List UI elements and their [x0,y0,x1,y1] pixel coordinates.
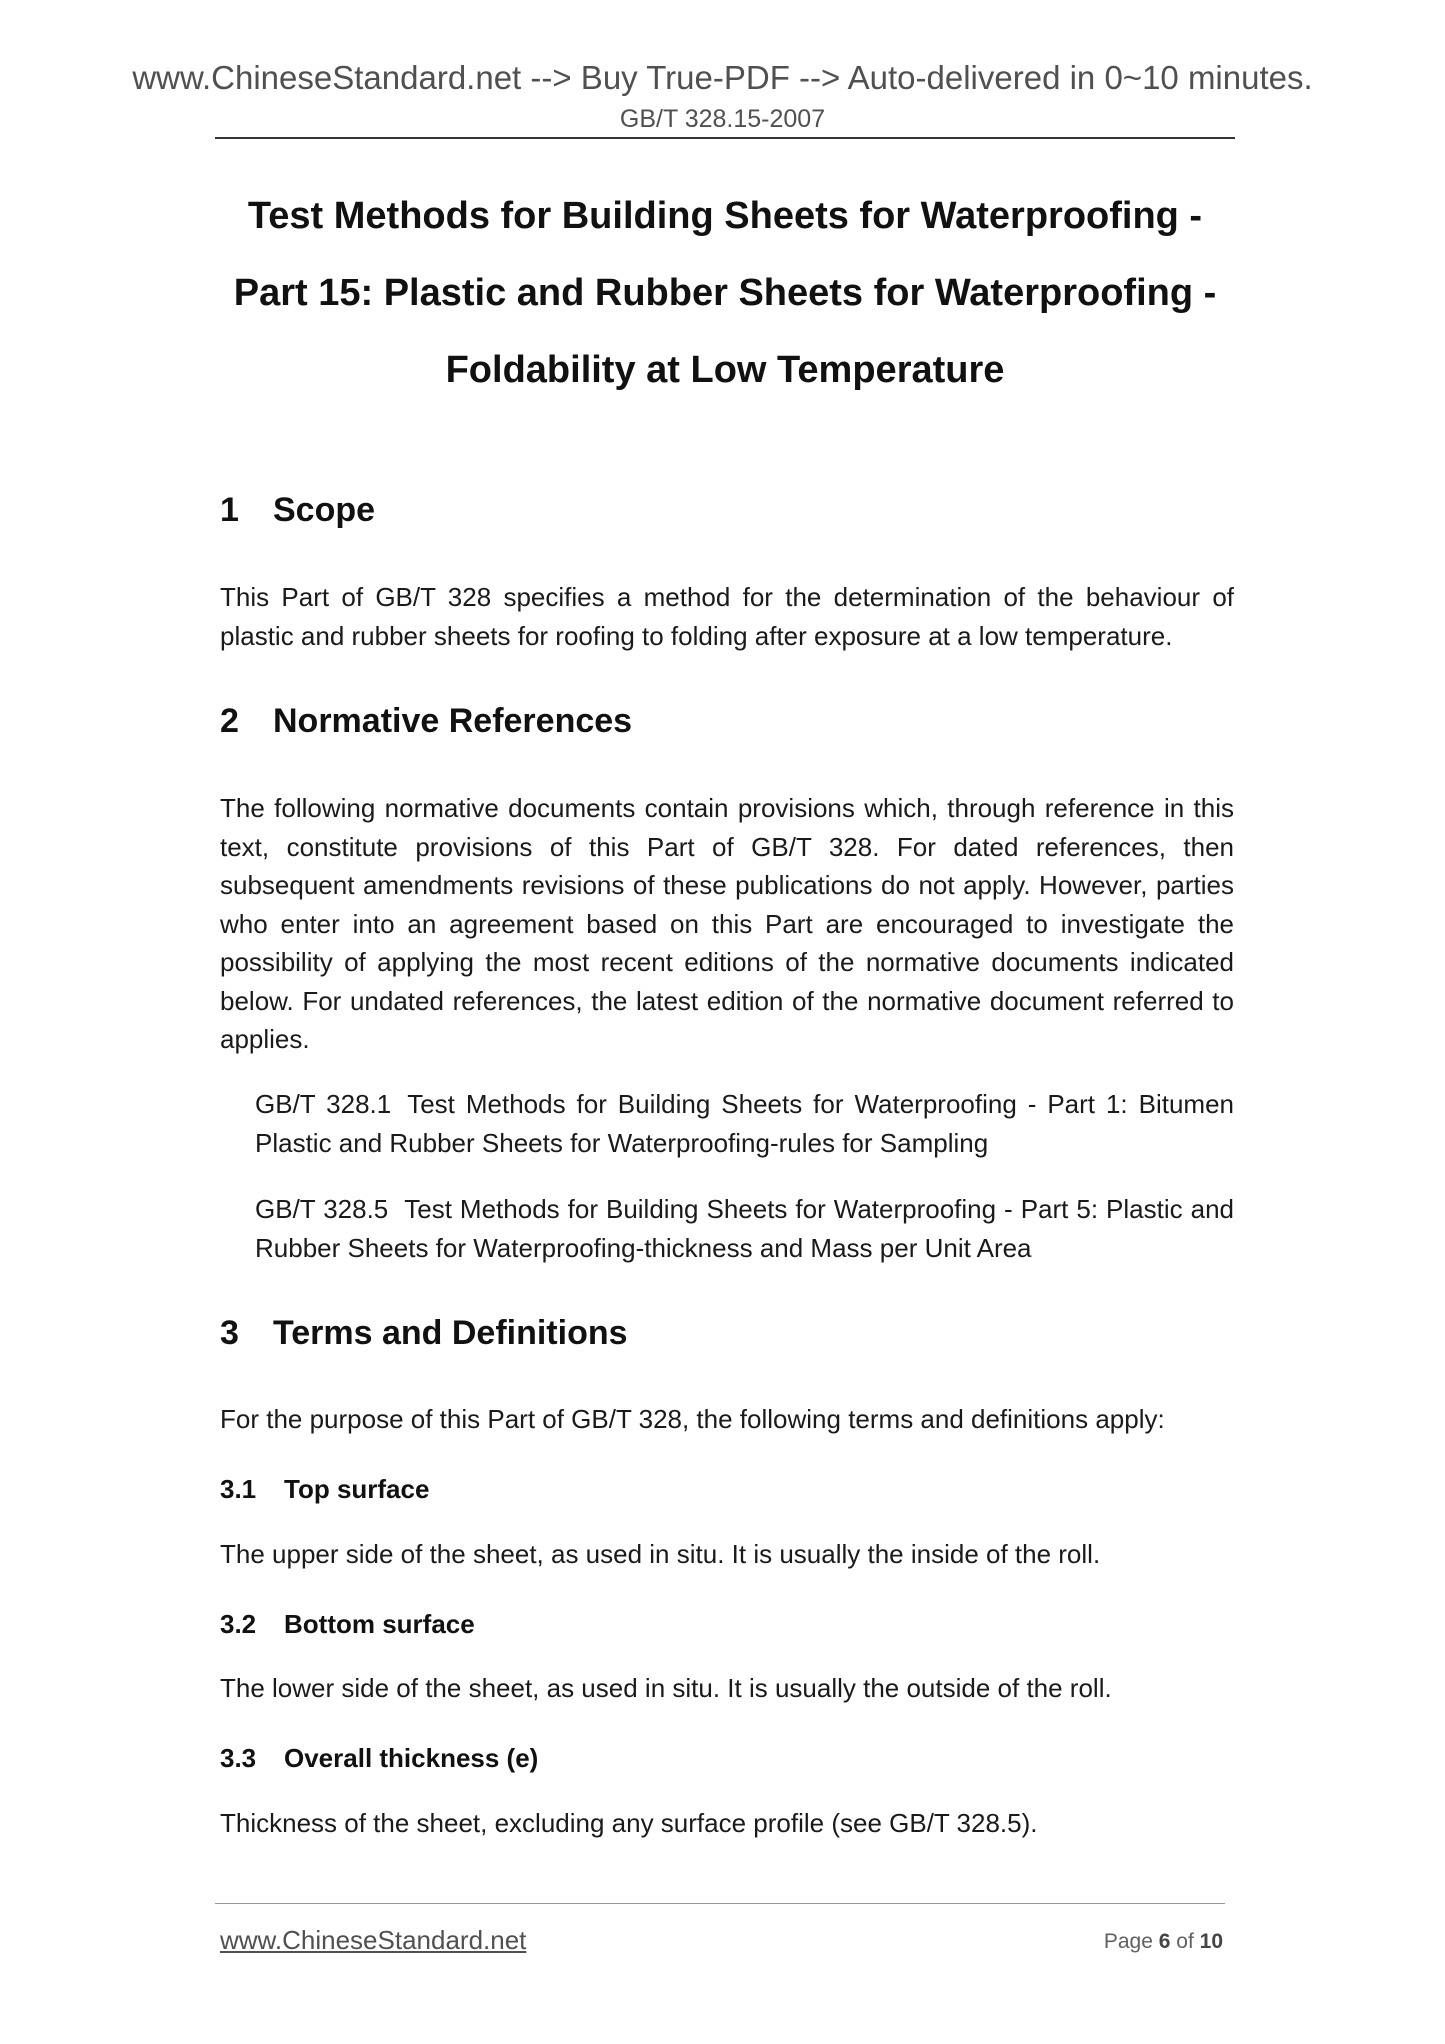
reference-title: Test Methods for Building Sheets for Waterproofing - Part 5: Plastic and Rubber Sheets for Waterproofing-thickness and Mass per Unit Area [255,1194,1234,1263]
section-title: Terms and Definitions [273,1314,628,1352]
subsection-title: Bottom surface [284,1609,475,1639]
doc-number: GB/T 328.15-2007 [619,105,826,133]
reference-code: GB/T 328.5 [255,1194,389,1224]
subsection-number: 3.2 [220,1609,257,1639]
reference-item [255,1085,1234,1162]
subsection-title: Overall thickness (e) [284,1743,539,1773]
page-total: 10 [1199,1930,1223,1953]
reference-title: Test Methods for Building Sheets for Waterproofing - Part 1: Bitumen Plastic and Rubber Sheets for Waterproofing-rules for Sampling [255,1089,1234,1158]
reference-code: GB/T 328.1 [255,1089,392,1119]
reference-item [255,1190,1234,1267]
page-indicator [1104,1929,1223,1955]
overall-thickness-definition: Thickness of the sheet, excluding any surface profile (see GB/T 328.5). [220,1808,1038,1838]
subsection-heading-overall-thickness [220,1742,538,1774]
title-line-2: Part 15: Plastic and Rubber Sheets for Waterproofing - [233,272,1217,314]
page-label: Page [1103,1930,1153,1953]
bottom-surface-definition: The lower side of the sheet, as used in situ. It is usually the outside of the roll. [220,1673,1112,1703]
subsection-title: Top surface [284,1474,430,1504]
section-number: 1 [220,491,239,529]
terms-intro-paragraph: For the purpose of this Part of GB/T 328, the following terms and definitions apply: [220,1404,1165,1434]
section-heading-scope [220,490,375,530]
page-of-label: of [1176,1930,1194,1953]
section-heading-terms [220,1313,628,1353]
subsection-number: 3.3 [220,1743,257,1773]
section-heading-normative-references [220,701,632,741]
page-current: 6 [1158,1930,1171,1953]
footer-divider [215,1903,1225,1904]
normative-paragraph: The following normative documents contain provisions which, through reference in this text, constitute provisions of this Part of GB/T 328. For dated references, then subsequent amendments revisions of these publications do not apply. However, parties who enter into an agreement based on this Part are encouraged to investigate the possibility of applying the most recent editions of the normative documents indicated below. For undated references, the latest edition of the normative document referred to applies. [220,793,1234,1054]
header-banner: www.ChineseStandard.net --> Buy True-PDF --> Auto-delivered in 0~10 minutes. [132,59,1313,96]
section-number: 2 [220,702,239,740]
document-title [200,178,1250,409]
scope-paragraph: This Part of GB/T 328 specifies a method for the determination of the behaviour of plastic and rubber sheets for roofing to folding after exposure at a low temperature. [220,582,1234,651]
title-line-3: Foldability at Low Temperature [445,349,1005,391]
title-line-1: Test Methods for Building Sheets for Waterproofing - [247,195,1203,237]
subsection-number: 3.1 [220,1474,257,1504]
subsection-heading-bottom-surface [220,1608,475,1640]
section-title: Scope [273,491,376,529]
section-title: Normative References [273,702,633,740]
subsection-heading-top-surface [220,1473,429,1505]
header-divider [215,137,1235,139]
section-number: 3 [220,1314,239,1352]
top-surface-definition: The upper side of the sheet, as used in situ. It is usually the inside of the roll. [220,1539,1101,1569]
footer-website-link[interactable]: www.ChineseStandard.net [220,1925,527,1955]
